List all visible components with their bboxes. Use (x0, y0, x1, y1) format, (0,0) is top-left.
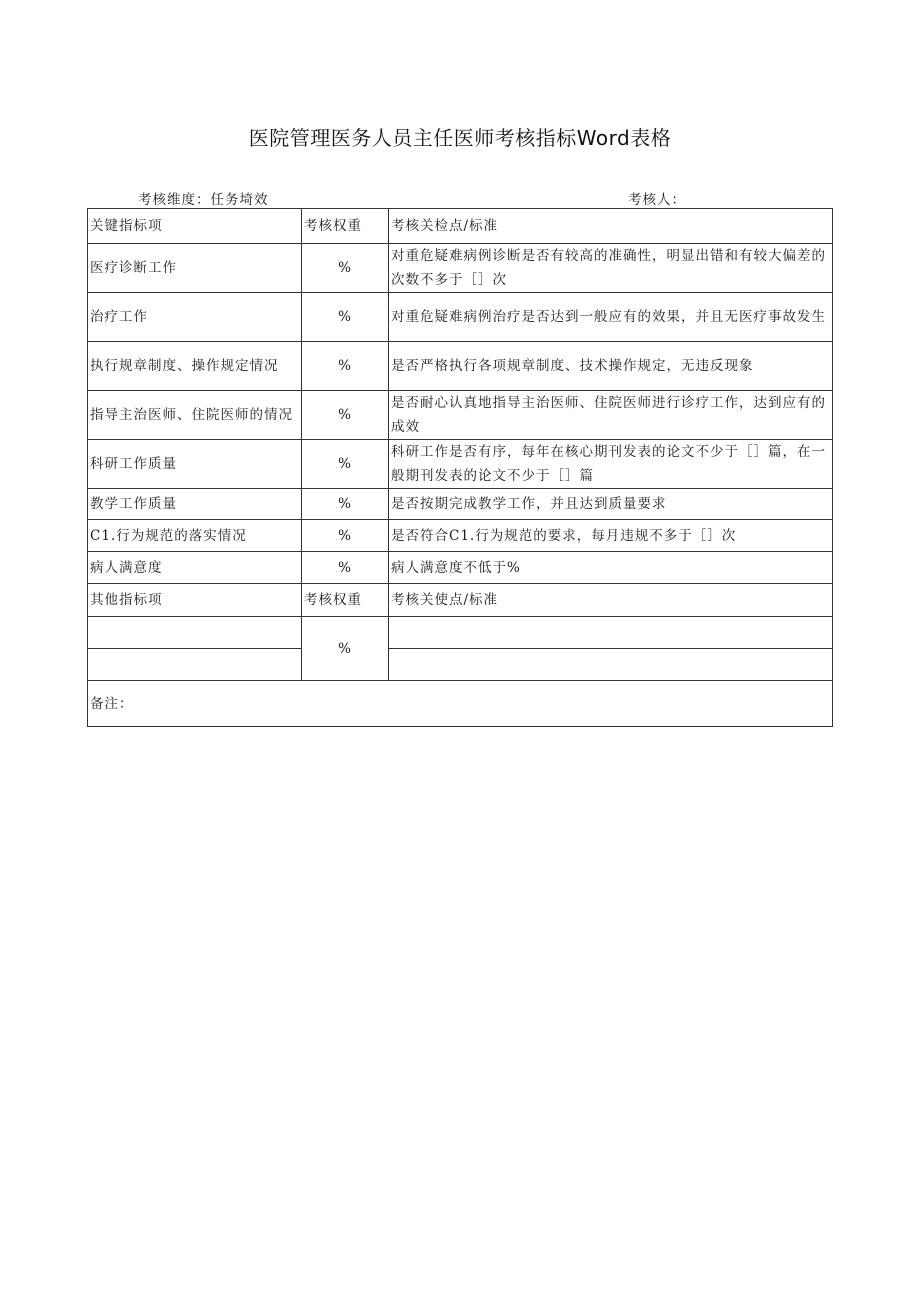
table-row (88, 552, 833, 584)
row-weight: % (302, 440, 389, 489)
table-row (88, 391, 833, 440)
other-row-standard[interactable] (389, 649, 833, 681)
remarks-row (88, 681, 833, 727)
row-weight: % (302, 552, 389, 584)
row-item: 教学工作质量 (88, 489, 302, 520)
row-weight: % (302, 520, 389, 552)
row-item: 病人满意度 (88, 552, 302, 584)
remarks: 备注： (88, 681, 833, 727)
assessment-dimension: 考核维度：任务埼效 (138, 192, 269, 208)
other-row (88, 649, 833, 681)
row-item: 执行规章制度、操作规定情况 (88, 342, 302, 391)
row-item: 治疗工作 (88, 293, 302, 342)
header-key-indicator: 关键指标项 (88, 209, 302, 244)
other-row-item[interactable] (88, 649, 302, 681)
row-weight: % (302, 293, 389, 342)
assessor-label: 考核人： (628, 192, 686, 208)
other-header-row (88, 584, 833, 617)
table-row (88, 342, 833, 391)
row-standard: 是否符合C1.行为规范的要求，每月违规不多于［］次 (389, 520, 833, 552)
table-row (88, 520, 833, 552)
header-standard: 考核关检点/标准 (389, 209, 833, 244)
table-row (88, 244, 833, 293)
row-weight: % (302, 244, 389, 293)
row-standard: 是否严格执行各项规章制度、技术操作规定，无违反现象 (389, 342, 833, 391)
table-row (88, 293, 833, 342)
header-weight: 考核权重 (302, 209, 389, 244)
row-standard: 科研工作是否有序，每年在核心期刊发表的论文不少于［］篇，在一般期刊发表的论文不少于［］篇 (389, 440, 833, 489)
header-other-indicator: 其他指标项 (88, 584, 302, 617)
table-header-row (88, 209, 833, 244)
row-item: 医疗诊断工作 (88, 244, 302, 293)
other-row-standard[interactable] (389, 617, 833, 649)
row-weight: % (302, 342, 389, 391)
row-item: 科研工作质量 (88, 440, 302, 489)
table-row (88, 489, 833, 520)
row-standard: 对重危疑难病例诊断是否有较高的准确性，明显出错和有较大偏差的次数不多于［］次 (389, 244, 833, 293)
header-other-weight: 考核权重 (302, 584, 389, 617)
row-item: 指导主治医师、住院医师的情况 (88, 391, 302, 440)
other-row-weight: % (302, 617, 389, 681)
table-row (88, 440, 833, 489)
row-standard: 是否按期完成教学工作，并且达到质量要求 (389, 489, 833, 520)
assessment-table (87, 208, 833, 727)
other-row-item[interactable] (88, 617, 302, 649)
page-title: 医院管理医务人员主任医师考核指标Word表格 (248, 126, 672, 150)
row-weight: % (302, 391, 389, 440)
row-item: C1.行为规范的落实情况 (88, 520, 302, 552)
header-other-standard: 考核关使点/标准 (389, 584, 833, 617)
row-standard: 是否耐心认真地指导主治医师、住院医师进行诊疗工作，达到应有的成效 (389, 391, 833, 440)
row-standard: 对重危疑难病例治疗是否达到一般应有的效果，并且无医疗事故发生 (389, 293, 833, 342)
other-row (88, 617, 833, 649)
row-weight: % (302, 489, 389, 520)
row-standard: 病人满意度不低于% (389, 552, 833, 584)
